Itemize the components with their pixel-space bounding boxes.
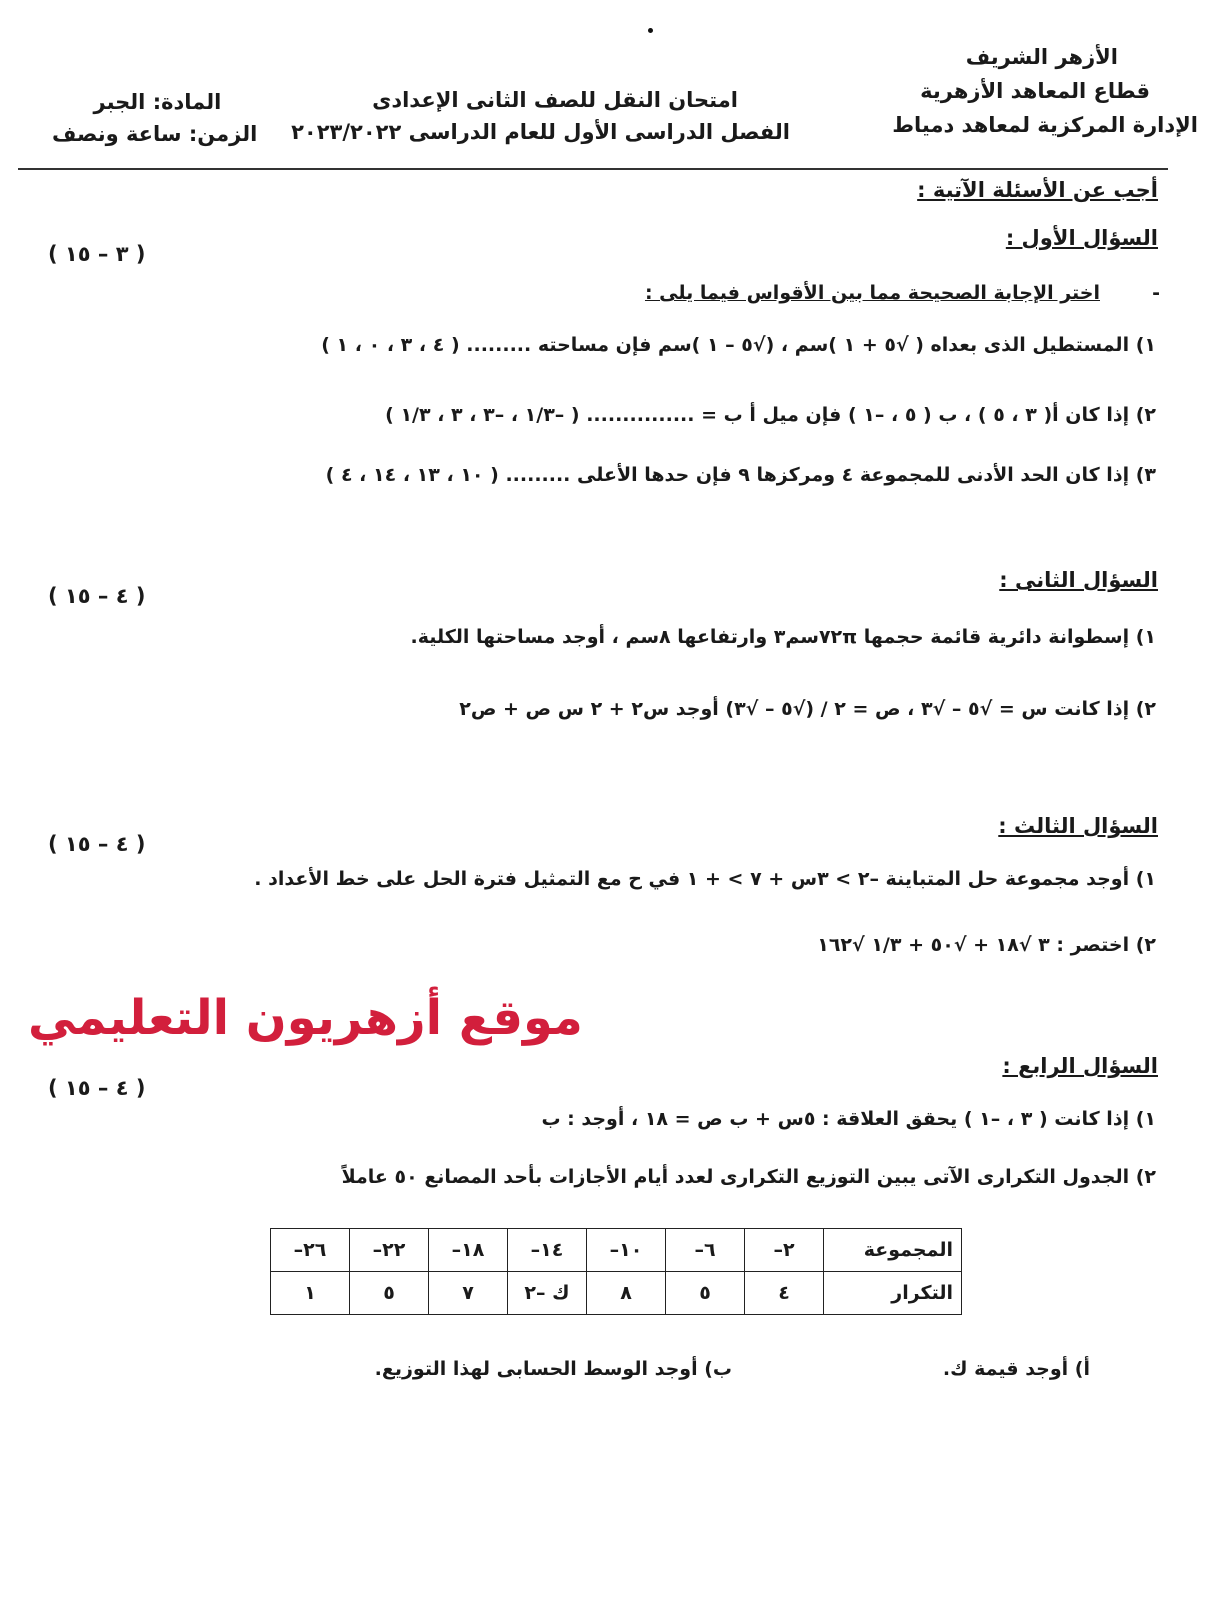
table-cell: ١	[271, 1272, 350, 1315]
q4-item-2: ٢) الجدول التكرارى الآتى يبين التوزيع التكرارى لعدد أيام الأجازات بأحد المصانع ٥٠ عاملاً	[341, 1166, 1156, 1188]
q4-part-a: أ) أوجد قيمة ك.	[942, 1358, 1090, 1380]
table-cell: ٢–	[745, 1229, 824, 1272]
q2-item-2: ٢) إذا كانت س = √٥ – √٣ ، ص = ٢ / (√٥ – √٣) أوجد س٢ + ٢ س ص + ص٢	[459, 698, 1156, 720]
scan-dot	[648, 28, 653, 33]
header-right-line-2: قطاع المعاهد الأزهرية	[920, 79, 1150, 103]
exam-title: امتحان النقل للصف الثانى الإعدادى	[372, 88, 738, 112]
table-cell: ٨	[587, 1272, 666, 1315]
q1-item-3: ٣) إذا كان الحد الأدنى للمجموعة ٤ ومركزها ٩ فإن حدها الأعلى ......... ( ١٠ ، ١٣ ، ١٤ ، ٤ )	[325, 464, 1156, 486]
table-cell: ٥	[350, 1272, 429, 1315]
exam-term: الفصل الدراسى الأول للعام الدراسى ٢٠٢٣/٢٠٢٢	[291, 120, 790, 144]
table-cell: ٤	[745, 1272, 824, 1315]
q1-item-2: ٢) إذا كان أ( ٣ ، ٥ ) ، ب ( ٥ ، –١ ) فإن ميل أ ب = ............... ( –١/٣ ، –٣ ، ٣ ، ١/٣ )	[385, 404, 1156, 426]
table-cell: ٢٢–	[350, 1229, 429, 1272]
q4-part-b: ب) أوجد الوسط الحسابى لهذا التوزيع.	[374, 1358, 732, 1380]
table-cell: ١٠–	[587, 1229, 666, 1272]
subject-label: المادة: الجبر	[93, 90, 222, 114]
q2-item-1: ١) إسطوانة دائرية قائمة حجمها ٧٢πسم٣ وارتفاعها ٨سم ، أوجد مساحتها الكلية.	[410, 626, 1156, 648]
table-row	[271, 1229, 962, 1272]
q1-intro: اختر الإجابة الصحيحة مما بين الأقواس فيما يلى :	[644, 282, 1100, 304]
table-cell: ٦–	[666, 1229, 745, 1272]
header-right	[892, 40, 1198, 142]
frequency-table	[270, 1228, 962, 1315]
header-center	[291, 84, 790, 148]
table-cell: ١٤–	[508, 1229, 587, 1272]
q1-title: السؤال الأول :	[1005, 226, 1158, 250]
header-left	[52, 86, 257, 150]
table-cell: ك –٢	[508, 1272, 587, 1315]
header-right-line-3: الإدارة المركزية لمعاهد دمياط	[892, 113, 1198, 137]
time-label: الزمن: ساعة ونصف	[52, 122, 258, 146]
q3-item-2: ٢) اختصر : ٣ √١٨ + √٥٠ + ١/٣ √١٦٢	[817, 934, 1156, 956]
table-row	[271, 1272, 962, 1315]
table-cell: ٧	[429, 1272, 508, 1315]
table-cell: المجموعة	[824, 1229, 962, 1272]
q1-item-1: ١) المستطيل الذى بعداه ( √٥ + ١ )سم ، (√٥ – ١ )سم فإن مساحته ......... ( ٤ ، ٣ ، ٠ ، ١ )	[321, 334, 1156, 356]
table-cell: التكرار	[824, 1272, 962, 1315]
table-cell: ٥	[666, 1272, 745, 1315]
q1-marks: ( ٣ – ١٥ )	[48, 242, 146, 266]
table-cell: ٢٦–	[271, 1229, 350, 1272]
q4-title: السؤال الرابع :	[1002, 1054, 1158, 1078]
q4-marks: ( ٤ – ١٥ )	[48, 1076, 146, 1100]
q3-title: السؤال الثالث :	[998, 814, 1158, 838]
table-cell: ١٨–	[429, 1229, 508, 1272]
q2-marks: ( ٤ – ١٥ )	[48, 584, 146, 608]
q3-marks: ( ٤ – ١٥ )	[48, 832, 146, 856]
header-divider	[18, 168, 1168, 170]
q3-item-1: ١) أوجد مجموعة حل المتباينة –٢ > ٣س + ٧ > + ١ في ح مع التمثيل فترة الحل على خط الأعداد .	[254, 868, 1156, 890]
header-right-line-1: الأزهر الشريف	[965, 45, 1118, 69]
q2-title: السؤال الثانى :	[999, 568, 1158, 592]
site-watermark: موقع أزهريون التعليمي	[28, 990, 583, 1046]
instructions: أجب عن الأسئلة الآتية :	[917, 178, 1158, 202]
q4-item-1: ١) إذا كانت ( ٣ ، –١ ) يحقق العلاقة : ٥س + ب ص = ١٨ ، أوجد : ب	[541, 1108, 1156, 1130]
q1-dash: -	[1152, 282, 1160, 304]
